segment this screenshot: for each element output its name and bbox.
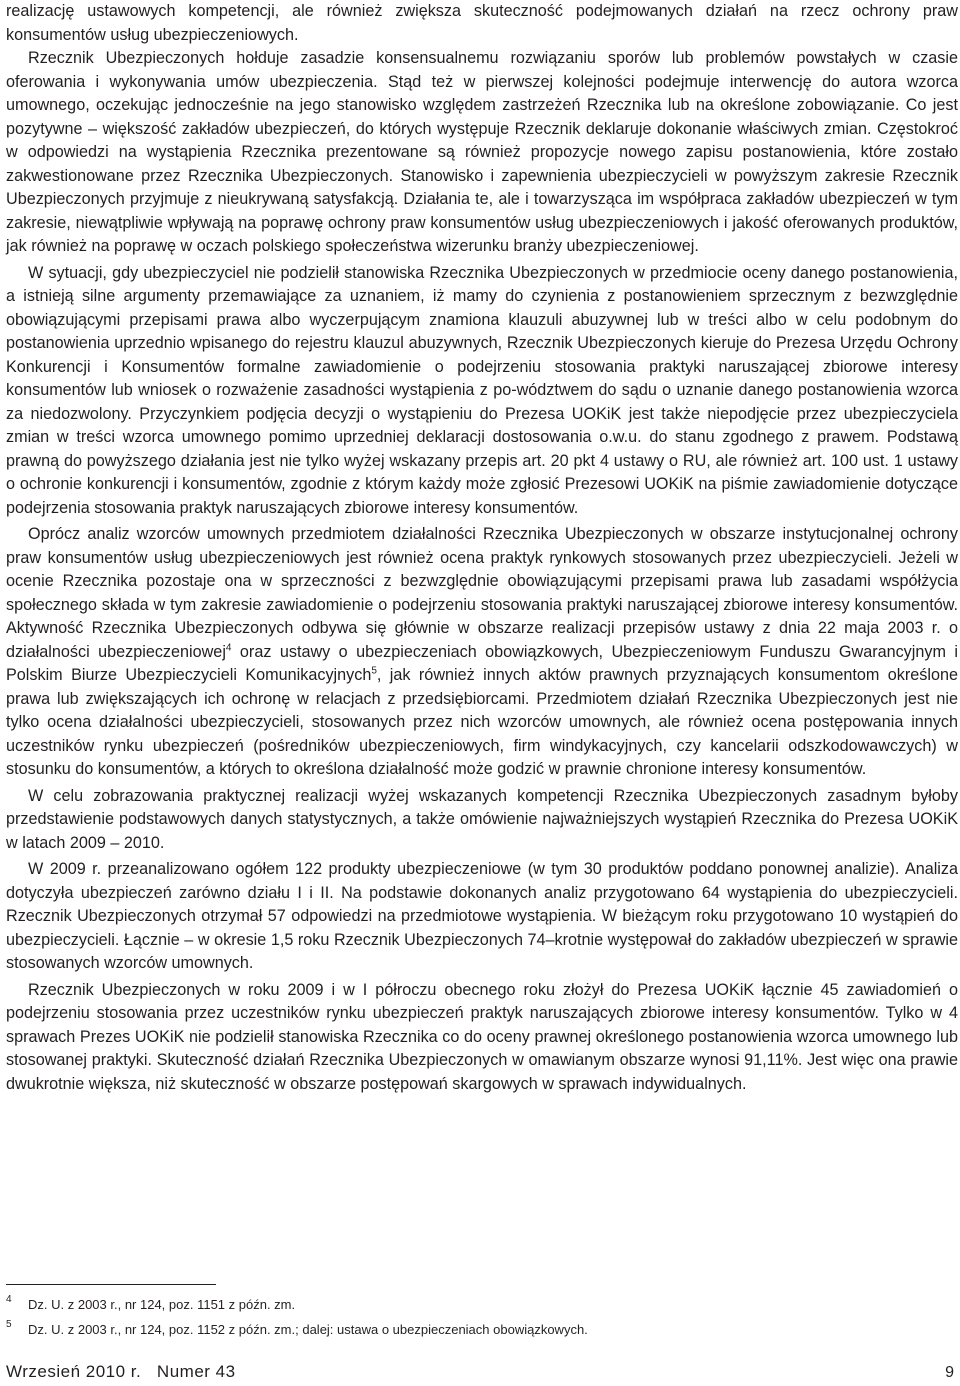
page-footer xyxy=(6,1362,954,1386)
paragraph-market-practices xyxy=(6,523,958,782)
footnotes xyxy=(6,1296,946,1346)
article-body xyxy=(6,0,958,1099)
paragraph-text: , jak również innych aktów prawnych przyznających konsumentom określone prawa lub zwiększających ich ochronę w relacjach z przedsiębiorcami. Przedmiotem działań Rzecznika Ubezpieczonych jest nie tylko ocena działalności ubezpieczycieli, stosowanych przez nich wzorców umownych, ale również ocena postępowania innych uczestników rynku ubezpieczeń (pośredników ubezpieczeniowych, firm windykacyjnych, czy kancelarii odszkodowawczych) w stosunku do konsumentów, a których to określona działalność może godzić w prawnie chronione interesy konsumentów. xyxy=(6,666,958,778)
footnote-text: Dz. U. z 2003 r., nr 124, poz. 1151 z późn. zm. xyxy=(28,1297,296,1312)
paragraph-effectiveness: Rzecznik Ubezpieczonych w roku 2009 i w I półroczu obecnego roku złożył do Prezesa UOKiK łącznie 45 zawiadomień o podejrzeniu stosowania przez uczestników rynku ubezpieczeń praktyk naruszających zbiorowe interesy konsumentów. Tylko w 4 sprawach Prezes UOKiK nie podzielił stanowiska Rzecznika co do oceny prawnej określonego postanowienia wzorca umownego lub stosowanej praktyki. Skuteczność działań Rzecznika Ubezpieczonych w omawianym obszarze wynosi 91,11%. Jest więc ona prawie dwukrotnie większa, niż skuteczność w obszarze postępowań skargowych w sprawach indywidualnych. xyxy=(6,980,958,1093)
footnote-4 xyxy=(6,1296,946,1313)
footnote-number: 5 xyxy=(6,1319,12,1330)
paragraph-uokik-notification: W sytuacji, gdy ubezpieczyciel nie podzielił stanowiska Rzecznika Ubezpieczonych w przedmiocie oceny danego postanowienia, a istnieją silne argumenty przemawiające za uznaniem, iż mamy do czynienia z postanowieniem sprzecznym z bezwzględnie obowiązującymi przepisami prawa albo wyczerpującym znamiona klauzuli abuzywnej lub w treści albo w celu podobnym do postanowienia uprzednio wpisanego do rejestru klauzul abuzywnych, Rzecznik Ubezpieczonych kieruje do Prezesa Urzędu Ochrony Konkurencji i Konsumentów formalne zawiadomienie o podejrzeniu stosowania praktyki naruszającej zbiorowe interesy konsumentów lub wniosek o rozważenie zasadności wystąpienia z po-wództwem do sądu o uznanie danego postanowienia wzorca za niedozwolony. Przyczynkiem podjęcia decyzji o wystąpieniu do Prezesa UOKiK jest także niepodjęcie przez ubezpieczyciela zmian w treści wzorca umownego pomimo uprzedniej deklaracji dostosowania o.w.u. do stanu zgodnego z prawem. Podstawą prawną do powyższego działania jest nie tylko wyżej wskazany przepis art. 20 pkt 4 ustawy o RU, ale również art. 100 ust. 1 ustawy o ochronie konkurencji i konsumentów, zgodnie z którym każdy może zgłosić Prezesowi UOKiK na piśmie zawiadomienie dotyczące podejrzenia stosowania praktyk naruszających zbiorowe interesy konsumentów. xyxy=(6,263,958,517)
footnote-divider xyxy=(6,1284,216,1285)
paragraph-statistics-intro: W celu zobrazowania praktycznej realizacji wyżej wskazanych kompetencji Rzecznika Ubezpieczonych zasadnym byłoby przedstawienie podstawowych danych statystycznych, a także omówienie najważniejszych wystąpień Rzecznika do Prezesa UOKiK w latach 2009 – 2010. xyxy=(6,786,958,852)
footnote-ref-5[interactable]: 5 xyxy=(371,665,377,677)
page-number: 9 xyxy=(945,1364,954,1381)
footnote-5 xyxy=(6,1321,946,1338)
footnote-ref-4[interactable]: 4 xyxy=(225,642,232,654)
footnote-text: Dz. U. z 2003 r., nr 124, poz. 1152 z późn. zm.; dalej: ustawa o ubezpieczeniach obowiązkowych. xyxy=(28,1322,588,1337)
paragraph-continuation: realizację ustawowych kompetencji, ale również zwiększa skuteczność podejmowanych działań na rzecz ochrony praw konsumentów usług ubezpieczeniowych. xyxy=(6,2,958,44)
paragraph-text: oraz ustawy o ubezpieczeniach obowiązkowych, Ubezpieczeniowym Funduszu Gwarancyjnym i Polskim Biurze Ubezpieczycieli Komunikacyjnych xyxy=(6,642,958,684)
footnote-number: 4 xyxy=(6,1294,12,1305)
issue-label: Wrzesień 2010 r. Numer 43 xyxy=(6,1362,236,1381)
paragraph-consensual-resolution: Rzecznik Ubezpieczonych hołduje zasadzie konsensualnemu rozwiązaniu sporów lub problemów powstałych w czasie oferowania i wykonywania umów ubezpieczenia. Stąd też w pierwszej kolejności podejmuje interwencję do autora wzorca umownego, oczekując jednocześnie na jego stanowisko względem zastrzeżeń Rzecznika lub na określone zobowiązanie. Co jest pozytywne – większość zakładów ubezpieczeń, do których występuje Rzecznik deklaruje dokonanie właściwych zmian. Częstokroć w odpowiedzi na wystąpienia Rzecznika prezentowane są również propozycje nowego zapisu postanowienia, które zostało zakwestionowane przez Rzecznika Ubezpieczonych. Stanowisko i zapewnienia ubezpieczycieli w powyższym zakresie Rzecznik Ubezpieczonych przyjmuje z nieukrywaną satysfakcją. Działania te, ale i towarzysząca im współpraca zakładów ubezpieczeń w tym zakresie, niewątpliwie wpływają na poprawę ochrony praw konsumentów usług ubezpieczeniowych i jakość oferowanych produktów, jak również na poprawę w oczach polskiego społeczeństwa wizerunku branży ubezpieczeniowej. xyxy=(6,49,958,255)
paragraph-text: Oprócz analiz wzorców umownych przedmiotem działalności Rzecznika Ubezpieczonych w obszarze instytucjonalnej ochrony praw konsumentów usług ubezpieczeniowych jest również ocena praktyk rynkowych stosowanych przez ubezpieczycieli. Jeżeli w ocenie Rzecznika pozostaje ona w sprzeczności z bezwzględnie obowiązującymi przepisami prawa lub zasadami współżycia społecznego składa w tym zakresie zawiadomienie o podejrzeniu stosowania praktyki naruszającej zbiorowe interesy konsumentów. Aktywność Rzecznika Ubezpieczonych odbywa się głównie w obszarze realizacji przepisów ustawy z dnia 22 maja 2003 r. o działalności ubezpieczeniowej xyxy=(6,525,958,661)
paragraph-2009-analysis: W 2009 r. przeanalizowano ogółem 122 produkty ubezpieczeniowe (w tym 30 produktów poddano ponownej analizie). Analiza dotyczyła ubezpieczeń zarówno działu I i II. Na podstawie dokonanych analiz przygotowano 64 wystąpienia do ubezpieczycieli. Rzecznik Ubezpieczonych otrzymał 57 odpowiedzi na przedmiotowe wystąpienia. W bieżącym roku przygotowano 10 wystąpień do ubezpieczycieli. Łącznie – w okresie 1,5 roku Rzecznik Ubezpieczonych 74–krotnie występował do zakładów ubezpieczeń w sprawie stosowanych wzorców umownych. xyxy=(6,860,958,972)
